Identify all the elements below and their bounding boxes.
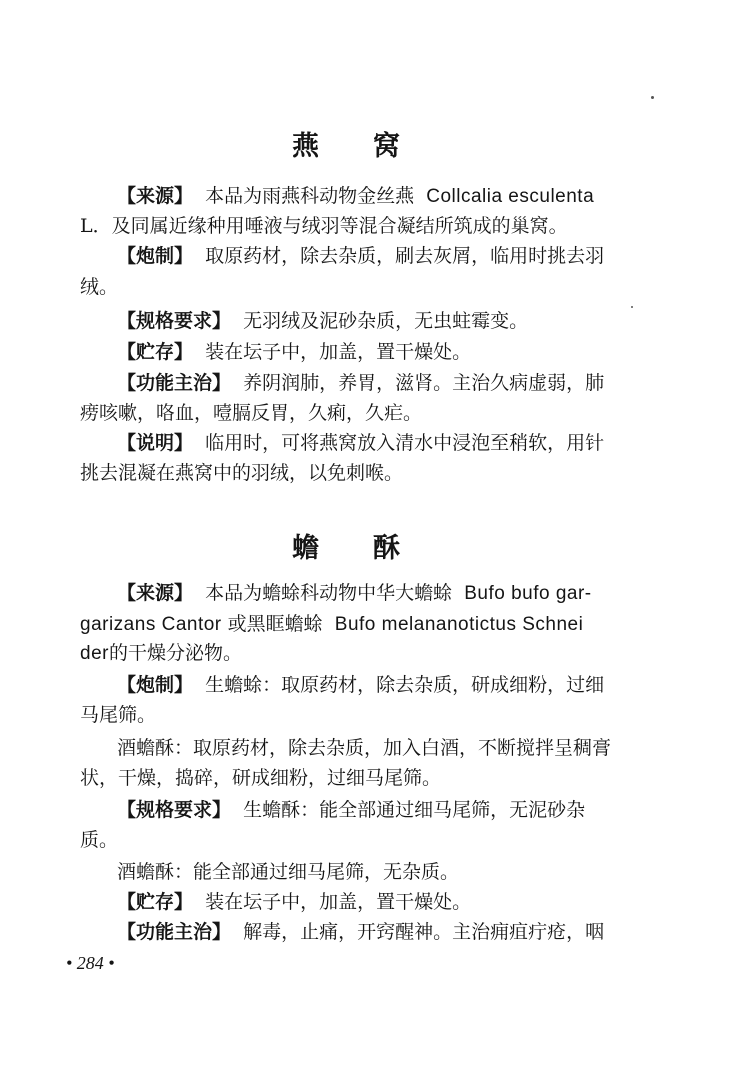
wine-process-line: 酒蟾酥：取原药材，除去杂质，加入白酒，不断搅拌呈稠膏 (117, 737, 612, 759)
storage2-label: 【贮存】 (117, 891, 194, 913)
scan-speck (631, 306, 633, 308)
process-line (117, 245, 604, 267)
source2-line3a: der (80, 643, 109, 664)
source2-latin2: garizans Cantor (80, 614, 222, 635)
source2-line2 (80, 613, 583, 636)
process-continuation: 绒。 (80, 276, 119, 298)
process-text: 取原药材，除去杂质，刷去灰屑，临用时挑去羽 (205, 245, 605, 267)
source-line (117, 185, 594, 208)
storage-text: 装在坛子中，加盖，置干燥处。 (205, 341, 472, 363)
process2-text: 生蟾蜍：取原药材，除去杂质，研成细粉，过细 (205, 674, 605, 696)
source2-line (117, 582, 592, 605)
spec2-text: 生蟾酥：能全部通过细马尾筛，无泥砂杂 (243, 799, 586, 821)
source-latin: Collcalia esculenta (426, 186, 595, 207)
source2-latin1: Bufo bufo gar- (464, 583, 592, 604)
process2-label: 【炮制】 (117, 674, 194, 696)
function-line (117, 372, 604, 394)
function2-line (117, 921, 604, 943)
function2-text: 解毒，止痛，开窍醒神。主治痈疽疔疮，咽 (243, 921, 605, 943)
function-continuation: 痨咳嗽，咯血，噎膈反胃，久痢，久疟。 (80, 402, 423, 424)
process2-line (117, 674, 604, 696)
source-label: 【来源】 (117, 185, 194, 207)
storage-label: 【贮存】 (117, 341, 194, 363)
wine-process-continuation: 状，干燥，捣碎，研成细粉，过细马尾筛。 (80, 767, 442, 789)
source-text: 本品为雨燕科动物金丝燕 (205, 185, 415, 207)
spec2-line (117, 799, 585, 821)
source2-line3 (80, 642, 242, 665)
section-title-chansu: 蟾酥 (292, 533, 454, 564)
section-title-yanwo: 燕窝 (292, 131, 454, 162)
source2-text: 本品为蟾蜍科动物中华大蟾蜍 (205, 582, 453, 604)
spec-line (117, 310, 528, 332)
note-text: 临用时，可将燕窝放入清水中浸泡至稍软，用针 (205, 432, 605, 454)
function-text: 养阴润肺，养胃，滋肾。主治久病虚弱，肺 (243, 372, 605, 394)
spec2-wine-line: 酒蟾酥：能全部通过细马尾筛，无杂质。 (117, 861, 460, 883)
note-line (117, 432, 604, 454)
source2-latin3: Bufo melananotictus Schnei (334, 614, 584, 635)
spec-label: 【规格要求】 (117, 310, 232, 332)
storage2-line (117, 891, 471, 913)
note-label: 【说明】 (117, 432, 194, 454)
function2-label: 【功能主治】 (117, 921, 232, 943)
process2-continuation: 马尾筛。 (80, 704, 157, 726)
spec2-continuation: 质。 (80, 829, 119, 851)
function-label: 【功能主治】 (117, 372, 232, 394)
source2-line3b: 的干燥分泌物。 (108, 642, 242, 664)
note-continuation: 挑去混凝在燕窝中的羽绒，以免刺喉。 (80, 462, 404, 484)
source2-mid: 或黑眶蟾蜍 (227, 613, 323, 635)
source2-label: 【来源】 (117, 582, 194, 604)
storage-line (117, 341, 471, 363)
spec-text: 无羽绒及泥砂杂质，无虫蛀霉变。 (243, 310, 529, 332)
process-label: 【炮制】 (117, 245, 194, 267)
page-number: • 284 • (66, 953, 115, 973)
scan-speck (651, 96, 654, 99)
storage2-text: 装在坛子中，加盖，置干燥处。 (205, 891, 472, 913)
spec2-label: 【规格要求】 (117, 799, 232, 821)
source-continuation: L．及同属近缘种用唾液与绒羽等混合凝结所筑成的巢窝。 (80, 215, 568, 237)
